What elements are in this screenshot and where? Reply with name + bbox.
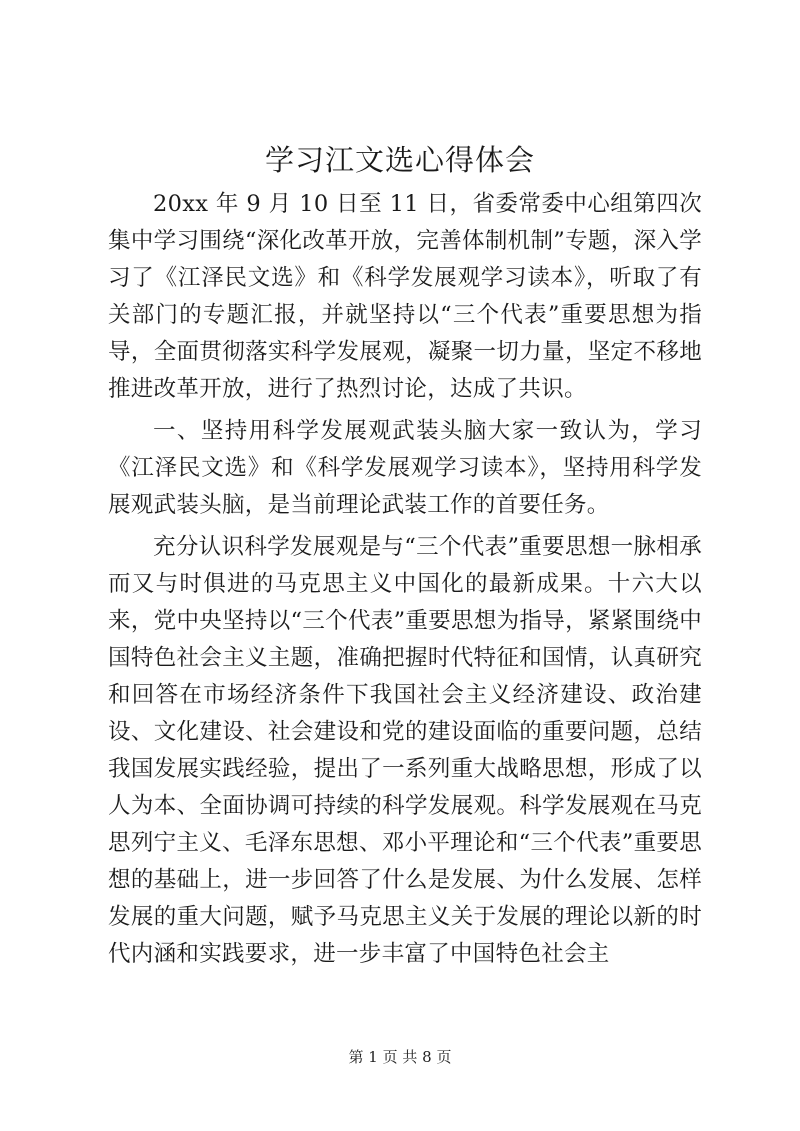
- page-number-footer: 第 1 页 共 8 页: [348, 1048, 452, 1066]
- paragraph-intro: 20xx 年 9 月 10 日至 11 日，省委常委中心组第四次集中学习围绕“深化改革开放，完善体制机制”专题，深入学习了《江泽民文选》和《科学发展观学习读本》，听取了有关部门的专题汇报，并就坚持以“三个代表”重要思想为指导，全面贯彻落实科学发展观，凝聚一切力量，坚定不移地推进改革开放，进行了热烈讨论，达成了共识。: [108, 191, 702, 402]
- paragraph-section-one: 一、坚持用科学发展观武装头脑大家一致认为，学习《江泽民文选》和《科学发展观学习读本》，坚持用科学发展观武装头脑，是当前理论武装工作的首要任务。: [108, 418, 702, 518]
- paragraph-development-view: 充分认识科学发展观是与“三个代表”重要思想一脉相承而又与时俱进的马克思主义中国化的最新成果。十六大以来，党中央坚持以“三个代表”重要思想为指导，紧紧围绕中国特色社会主义主题，准确把握时代特征和国情，认真研究和回答在市场经济条件下我国社会主义经济建设、政治建设、文化建设、社会建设和党的建设面临的重要问题，总结我国发展实践经验，提出了一系列重大战略思想，形成了以人为本、全面协调可持续的科学发展观。科学发展观在马克思列宁主义、毛泽东思想、邓小平理论和“三个代表”重要思想的基础上，进一步回答了什么是发展、为什么发展、怎样发展的重大问题，赋予马克思主义关于发展的理论以新的时代内涵和实践要求，进一步丰富了中国特色社会主: [108, 534, 702, 967]
- document-body: [108, 186, 702, 973]
- document-title: 学习江文选心得体会: [264, 143, 535, 177]
